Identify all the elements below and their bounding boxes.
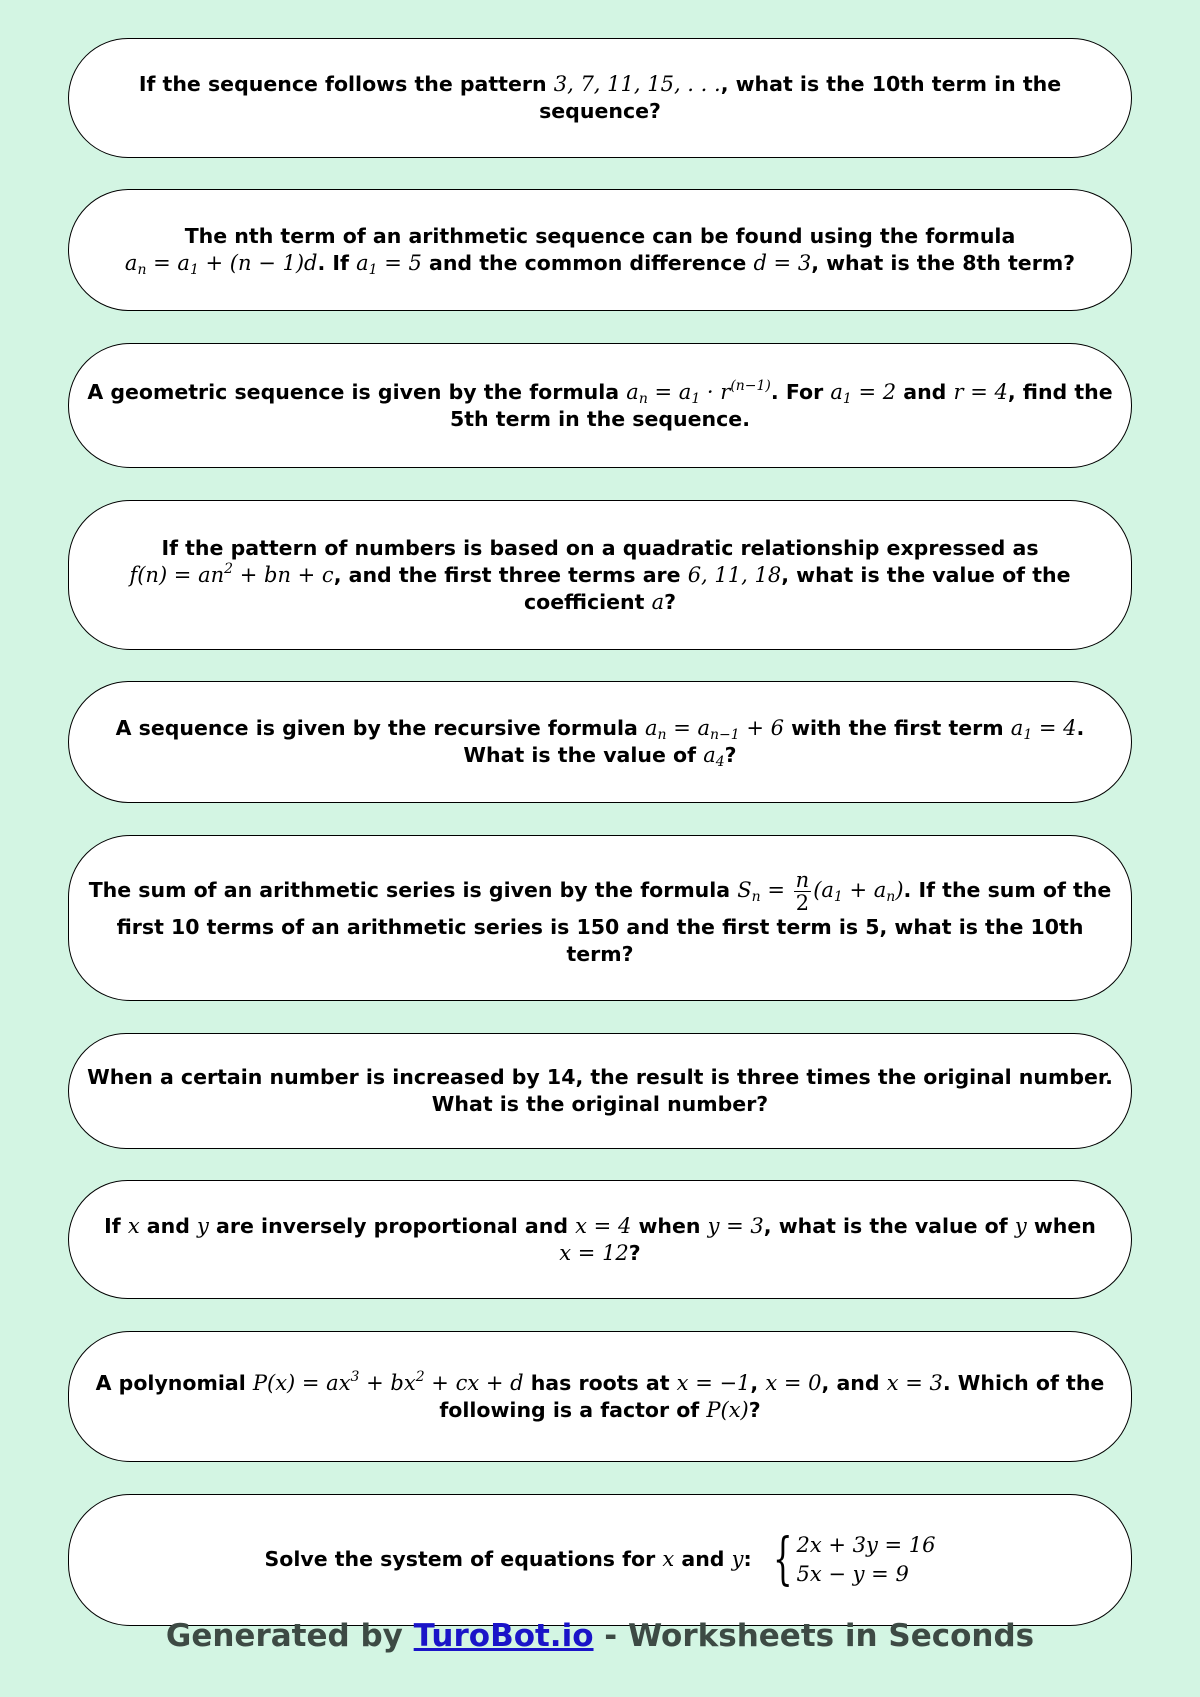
equation-1: 2x + 3y = 16 bbox=[796, 1533, 936, 1557]
equation-2: 5x − y = 9 bbox=[796, 1562, 909, 1586]
question-text: If the pattern of numbers is based on a quadratic relationship expressed as $f(n) = an^2$ + bn + c, and the first three terms are 6, 11, 18, what is the value of the coefficient a? bbox=[129, 535, 1071, 614]
question-card-8 bbox=[68, 1180, 1132, 1299]
math: $a_n = a_1 \cdot r^{(n-1)}$ bbox=[626, 377, 771, 407]
math: x bbox=[127, 1213, 140, 1238]
math: x = 12 bbox=[559, 1240, 629, 1265]
question-text: A sequence is given by the recursive formula $a_n = a_{n-1} + 6$ with the first term $a_1 = 4$. What is the value of $a_4$? bbox=[115, 716, 1085, 770]
question-text: If x and y are inversely proportional and x = 4 when y = 3, what is the value of y when x = 12? bbox=[104, 1213, 1096, 1265]
math: $f(n) = an^2$ + bn + c bbox=[129, 560, 334, 587]
math: $a_1 = 2$ bbox=[830, 379, 897, 407]
math: x = 0 bbox=[765, 1370, 822, 1395]
question-text: The sum of an arithmetic series is given by the formula $S_n$ = $\frac{n}{2}$ $(a_1 + a_n)$. If the sum of the first 10 terms of an arithmetic series is 150 and the first term is 5, what is the 10th term? bbox=[88, 867, 1112, 966]
footer bbox=[0, 1618, 1200, 1654]
question-text: The nth term of an arithmetic sequence can be found using the formula $a_n = a_1 + (n - 1)d$. If $a_1 = 5$ and the common difference d = 3, what is the 8th term? bbox=[124, 224, 1076, 278]
question-card-5 bbox=[68, 681, 1132, 803]
math: $a_1 = 5$ bbox=[356, 251, 422, 278]
math: x bbox=[662, 1547, 675, 1571]
question-card-1 bbox=[68, 38, 1132, 158]
footer-prefix: Generated by bbox=[165, 1618, 414, 1654]
math: 6, 11, 18 bbox=[687, 562, 782, 587]
math: y bbox=[731, 1547, 744, 1571]
question-card-4 bbox=[68, 500, 1132, 650]
question-card-2 bbox=[68, 189, 1132, 311]
math: y bbox=[197, 1213, 209, 1238]
turobot-link[interactable]: TuroBot.io bbox=[413, 1618, 594, 1654]
question-card-10 bbox=[68, 1494, 1132, 1626]
question-text: A geometric sequence is given by the formula $a_n = a_1 \cdot r^{(n-1)}$. For $a_1 = 2$ and r = 4, find the 5th term in the sequence. bbox=[87, 377, 1113, 431]
math: x = 3 bbox=[886, 1370, 943, 1395]
question-text: If the sequence follows the pattern 3, 7, 11, 15, . . ., what is the 10th term in the sequence? bbox=[138, 72, 1062, 123]
fraction: $\frac{n}{2}$ bbox=[795, 867, 810, 915]
question-card-6 bbox=[68, 835, 1132, 1001]
math: 3, 7, 11, 15, . . . bbox=[553, 72, 721, 96]
question-card-9 bbox=[68, 1331, 1132, 1462]
footer-suffix: - Worksheets in Seconds bbox=[593, 1618, 1035, 1654]
question-text: Solve the system of equations for x and y: { 2x + 3y = 16 5x − y = 9 bbox=[264, 1527, 936, 1592]
math: x = −1 bbox=[676, 1370, 751, 1395]
question-card-3 bbox=[68, 343, 1132, 468]
question-text: A polynomial $P(x) = ax^3 + bx^2$ + cx + d has roots at x = −1, x = 0, and x = 3. Which of the following is a factor of P(x)? bbox=[95, 1368, 1105, 1422]
math: x = 4 bbox=[575, 1213, 632, 1238]
question-card-7 bbox=[68, 1033, 1132, 1149]
math: $a_n = a_{n-1} + 6$ bbox=[644, 716, 784, 743]
math: $S_n$ = $\frac{n}{2}$ $(a_1 + a_n)$ bbox=[737, 867, 904, 915]
math: d = 3 bbox=[753, 251, 812, 275]
left-brace-icon: { bbox=[772, 1527, 793, 1592]
equation-system bbox=[765, 1527, 936, 1592]
math: P(x) bbox=[706, 1397, 749, 1422]
worksheet bbox=[68, 38, 1132, 1626]
math: a bbox=[651, 589, 665, 614]
math: y = 3 bbox=[707, 1213, 764, 1238]
math: $a_4$ bbox=[703, 743, 725, 770]
math: y bbox=[1014, 1213, 1027, 1238]
math: $a_n = a_1 + (n - 1)d$ bbox=[124, 251, 318, 278]
question-text: When a certain number is increased by 14, the result is three times the original number. What is the original number? bbox=[87, 1065, 1113, 1116]
math: $a_1 = 4$ bbox=[1010, 716, 1077, 743]
math: $P(x) = ax^3 + bx^2$ + cx + d bbox=[252, 1368, 524, 1395]
math: r = 4 bbox=[953, 379, 1008, 404]
